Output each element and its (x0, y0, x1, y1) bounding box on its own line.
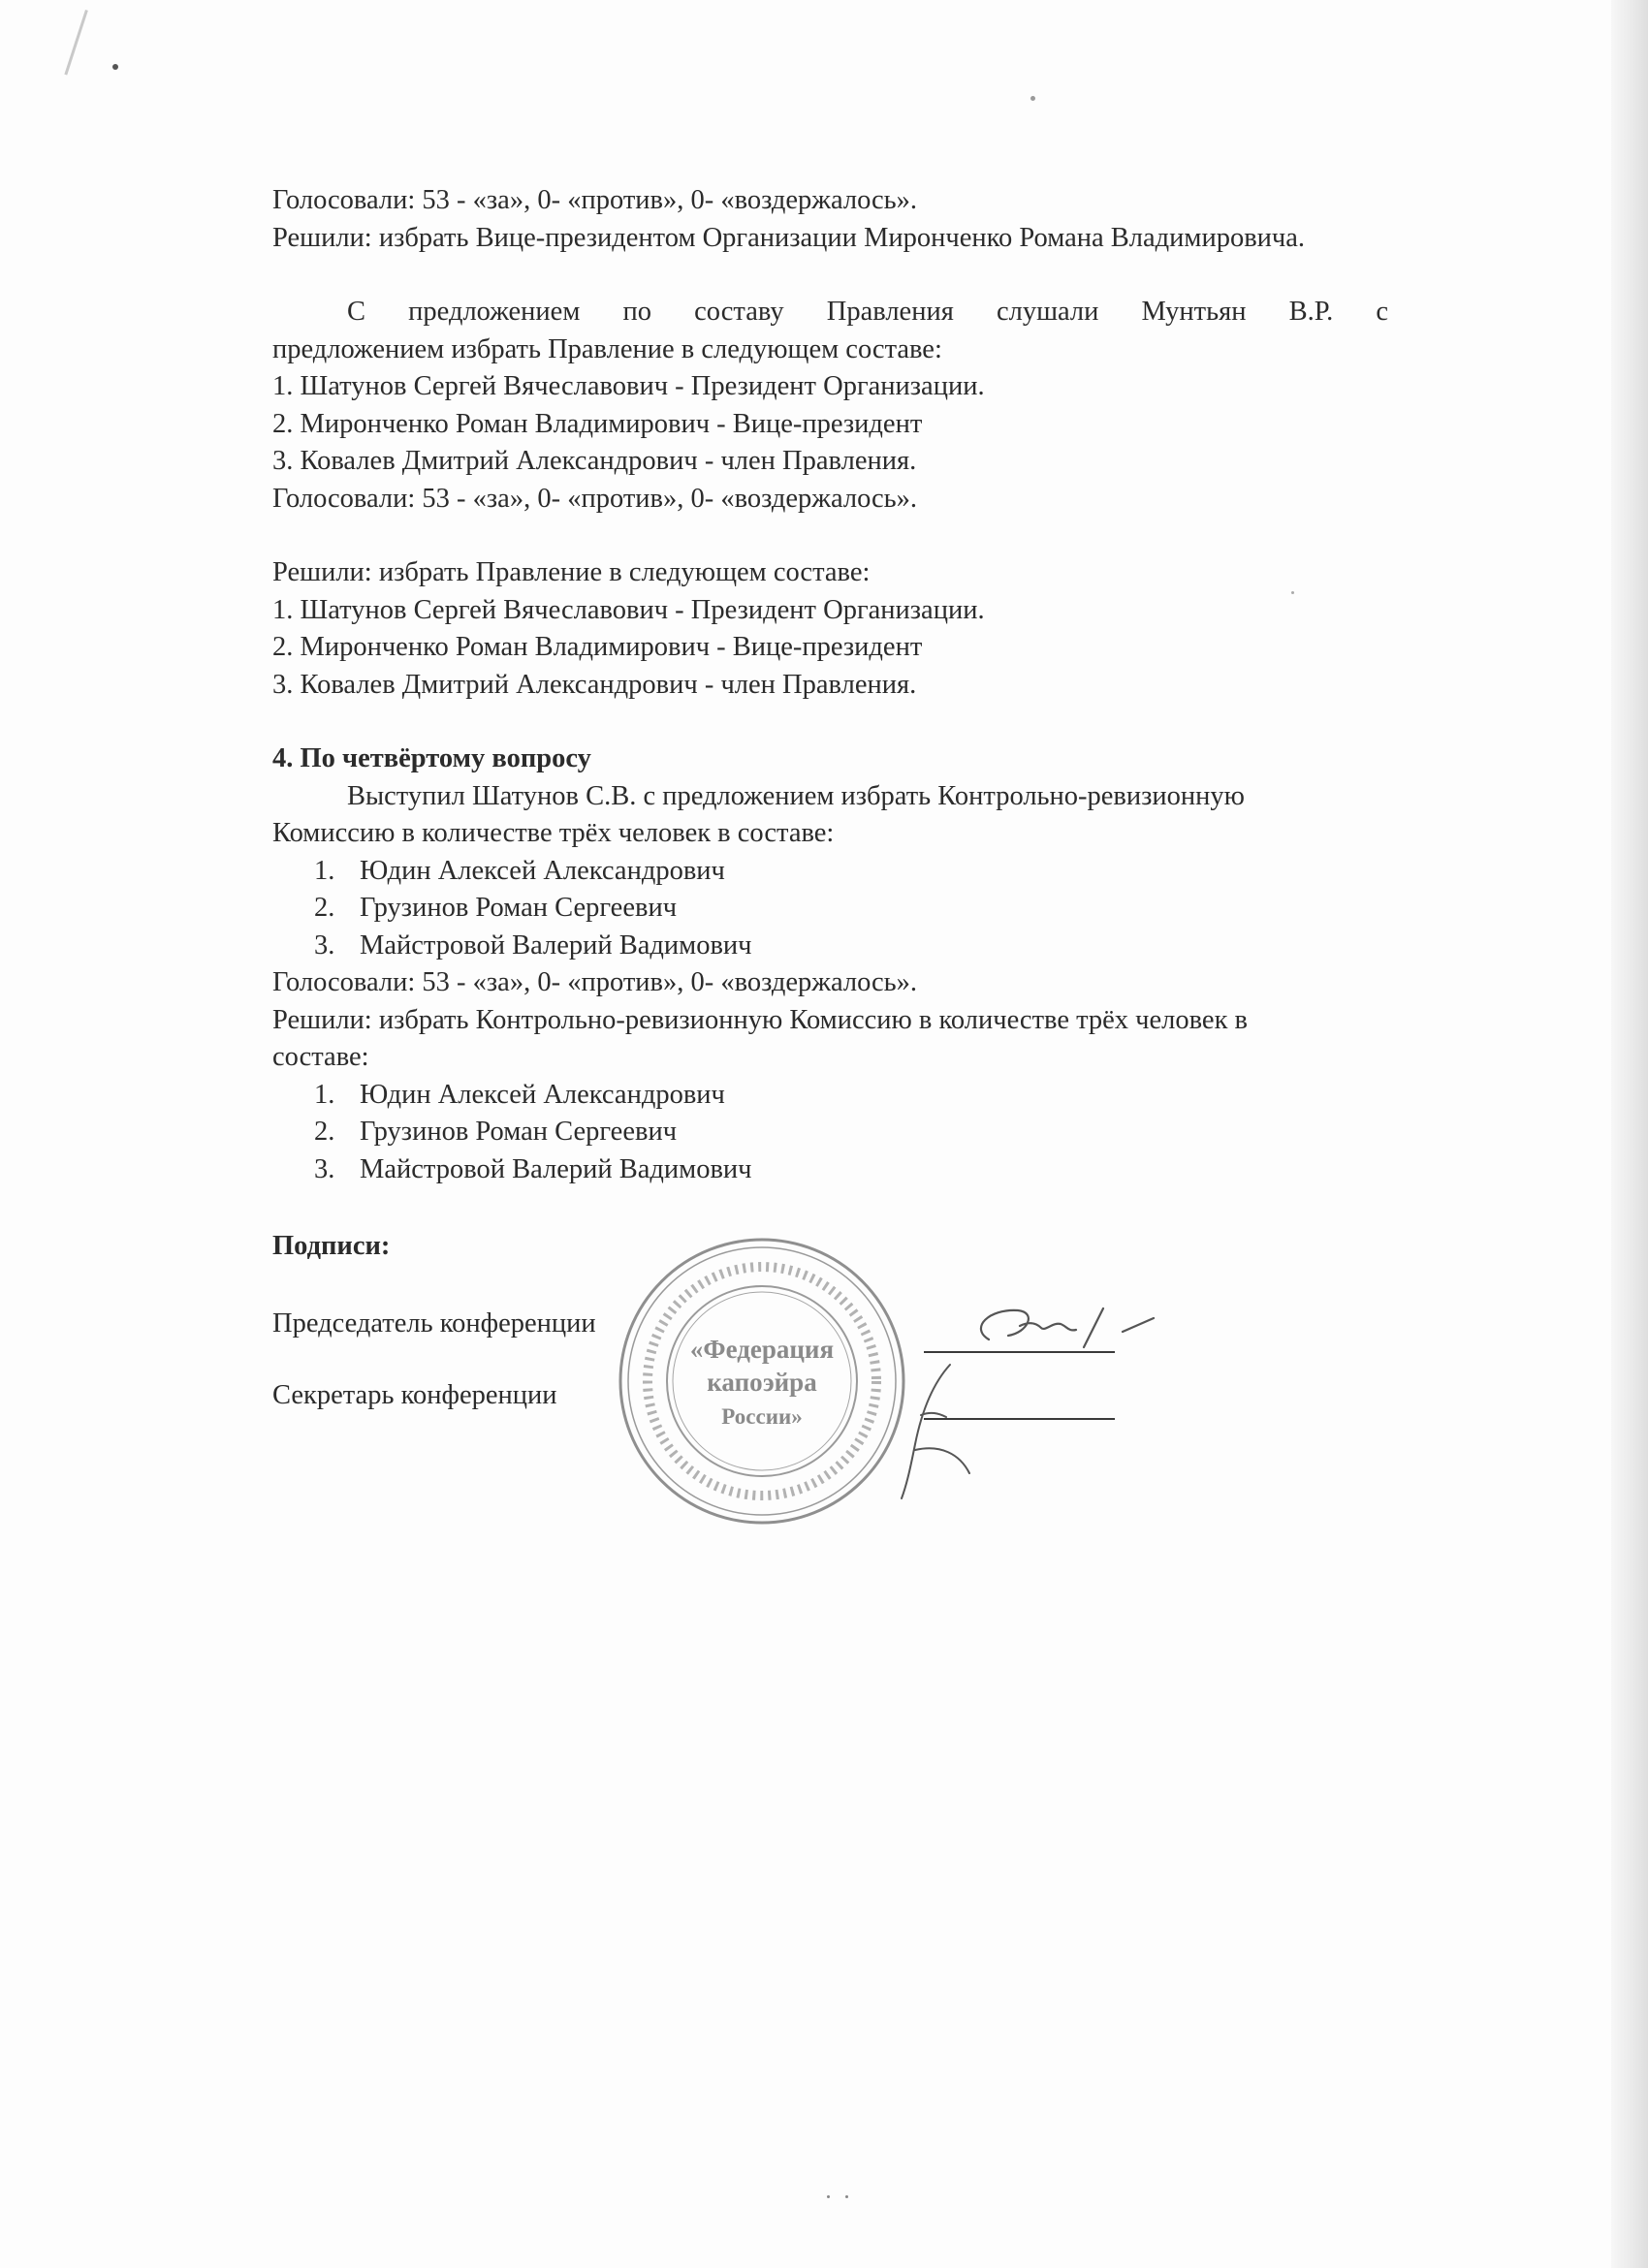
list-item (272, 1151, 1436, 1189)
seal-text-line: «Федерация (689, 1335, 835, 1364)
board-member-item: 1. Шатунов Сергей Вячеславович - Президент Организации. (272, 371, 985, 401)
paragraph-gap (272, 704, 1436, 740)
list-item-text: Грузинов Роман Сергеевич (360, 1117, 678, 1147)
board-member-item: 3. Ковалев Дмитрий Александрович - член Правления. (272, 669, 917, 700)
seal-text-line: капоэйра (707, 1368, 817, 1397)
document-body (272, 182, 1436, 1188)
scan-artifact-dot (845, 2195, 848, 2198)
list-item-text: Юдин Алексей Александрович (360, 855, 725, 886)
list-item-text: Майстровой Валерий Вадимович (360, 1153, 752, 1184)
commission-proposal-intro-cont: Комиссию в количестве трёх человек в составе: (272, 818, 835, 848)
organization-seal (617, 1236, 907, 1527)
list-item (272, 853, 1436, 891)
list-item-number: 2. (314, 893, 335, 923)
board-decision-intro: Решили: избрать Правление в следующем составе: (272, 557, 871, 587)
scan-artifact-line (64, 10, 87, 76)
board-proposal-intro-cont: предложением избрать Правление в следующем составе: (272, 333, 942, 364)
paragraph-gap (272, 518, 1436, 554)
board-member-item: 1. Шатунов Сергей Вячеславович - Президент Организации. (272, 594, 985, 625)
vote-result-line: Голосовали: 53 - «за», 0- «против», 0- «воздержалось». (272, 967, 918, 997)
list-item-number: 2. (314, 1117, 335, 1147)
vote-result-line: Голосовали: 53 - «за», 0- «против», 0- «воздержалось». (272, 483, 918, 514)
commission-decision: Решили: избрать Контрольно-ревизионную Комиссию в количестве трёх человек в (272, 1004, 1249, 1035)
scan-artifact-dot (1030, 96, 1035, 101)
list-item-text: Юдин Алексей Александрович (360, 1079, 725, 1110)
seal-text-line: России» (721, 1404, 803, 1429)
scan-edge-shadow (1611, 0, 1648, 2268)
list-item-number: 3. (314, 1153, 335, 1184)
chairman-label: Председатель конференции (272, 1308, 596, 1339)
scan-artifact-dot (827, 2195, 830, 2198)
board-proposal-intro: С предложением по составу Правления слушали Мунтьян В.Р. с (347, 297, 1388, 327)
board-member-item: 3. Ковалев Дмитрий Александрович - член Правления. (272, 446, 917, 476)
commission-decision-cont: составе: (272, 1042, 369, 1072)
list-item (272, 890, 1436, 928)
list-item (272, 1077, 1436, 1115)
list-item-number: 1. (314, 855, 335, 886)
list-item (272, 928, 1436, 965)
signatures-heading: Подписи: (272, 1231, 391, 1261)
board-member-item: 2. Миронченко Роман Владимирович - Вице-президент (272, 632, 923, 662)
scan-artifact-dot (112, 64, 118, 70)
secretary-signature (892, 1357, 1008, 1502)
board-member-item: 2. Миронченко Роман Владимирович - Вице-президент (272, 408, 923, 439)
vote-result-line: Голосовали: 53 - «за», 0- «против», 0- «воздержалось». (272, 185, 918, 215)
list-item-text: Майстровой Валерий Вадимович (360, 929, 752, 961)
chairman-signature (960, 1289, 1192, 1367)
list-item-number: 3. (314, 929, 335, 961)
section-heading: 4. По четвёртому вопросу (272, 743, 591, 773)
commission-proposal-intro: Выступил Шатунов С.В. с предложением избрать Контрольно-ревизионную (347, 780, 1245, 811)
list-item-text: Грузинов Роман Сергеевич (360, 893, 678, 923)
list-item-number: 1. (314, 1079, 335, 1110)
secretary-label: Секретарь конференции (272, 1380, 557, 1410)
paragraph-gap (272, 257, 1436, 294)
decision-line: Решили: избрать Вице-президентом Организации Миронченко Романа Владимировича. (272, 222, 1306, 253)
list-item (272, 1114, 1436, 1151)
